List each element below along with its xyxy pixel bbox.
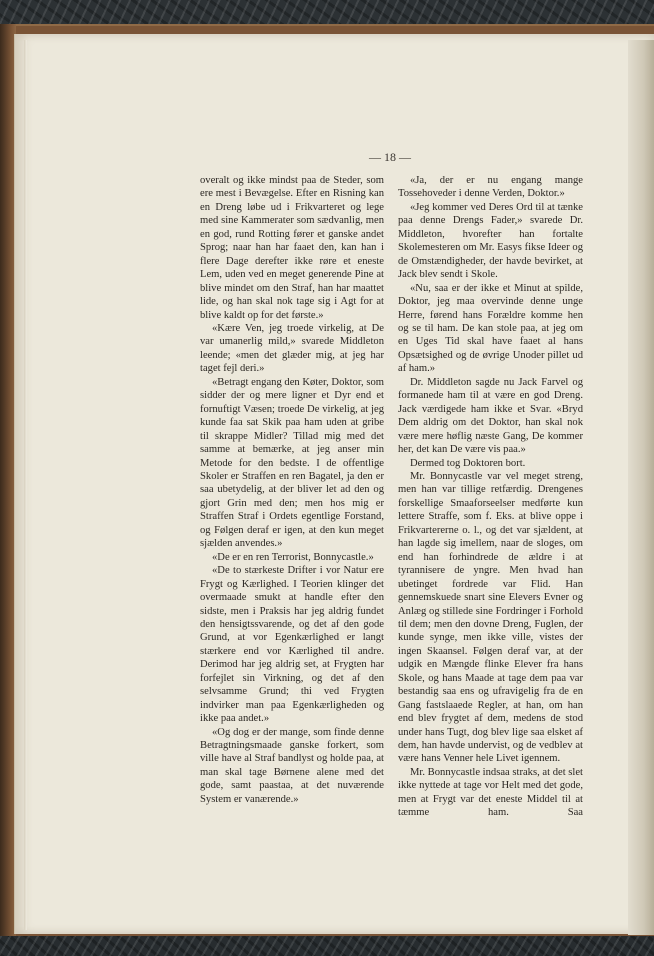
paragraph: Dr. Middleton sagde nu Jack Farvel og formanede ham til at være en god Dreng. Jack værdigede ham ikke et Svar. «Bryd Dem aldrig om det Doktor, han skal nok være mere høflig næste Gang, De kommer her, det kan De være vis paa.» (398, 376, 583, 456)
paragraph: «Betragt engang den Køter, Doktor, som sidder der og mere ligner et Dyr end et fornuftigt Væsen; troede De virkelig, at jeg kunde faa sat Skik paa ham uden at gribe til skrappe Midler? Tillad mig med det samme at bemærke, at jeg anser min Metode for den bedste. I de offentlige Skoler er Straffen en ren Bagatel, ja den er saa ubetydelig, at der bliver let ad den og gjort Grin med den; men hos mig er Straffen Straf i Ordets egentlige Forstand, og Følgen deraf er igen, at den kun meget sjælden anvendes.» (200, 376, 384, 550)
paragraph: «Og dog er der mange, som finde denne Betragtningsmaade ganske forkert, som ville have al Straf bandlyst og holde paa, at man skal tage Børnene alene med det gode, samt paastaa, at det nuværende System er vanærende.» (200, 726, 384, 805)
text-column-left (200, 174, 384, 806)
paragraph: «Jeg kommer ved Deres Ord til at tænke paa denne Drengs Fader,» svarede Dr. Middleton, hvorefter han fortalte Skolemesteren om Mr. Easys fikse Ideer og de Omstændigheder, der havde bevirket, at Jack blev sendt i Skole. (398, 201, 583, 281)
paragraph: «De to stærkeste Drifter i vor Natur ere Frygt og Kærlighed. I Teorien klinger det overmaade smukt at handle efter den sidste, men i Praksis har jeg aldrig fundet den hensigtssvarende, og det af den gode Grund, at vor Egenkærlighed er langt stærkere end vor Kærlighed til andre. Derimod har jeg aldrig set, at Frygten har forfejlet sin Virkning, og det af den selvsamme Grund; thi ved Frygten indvirker man paa Egenkærligheden og ikke paa andet.» (200, 565, 384, 725)
text-column-right (398, 174, 583, 820)
paragraph: Mr. Bonnycastle indsaa straks, at det slet ikke nyttede at tage vor Helt med det gode, men at Frygt var det eneste Middel til at tæmme ham. Saa (398, 766, 583, 819)
paragraph: Mr. Bonnycastle var vel meget streng, men han var tillige retfærdig. Drengenes forskellige Smaaforseelser medførte kun lettere Straffe, som f. Eks. at blive oppe i Frikvartererne o. l., og det var sjældent, at han lagde sig imellem, naar de sloges, om end han forhindrede de ældre i at tyrannisere de yngre. Men hvad han ubetinget fordrede var Flid. Han gennemskuede snart sine Elevers Evner og Anlæg og stillede sine Fordringer i Forhold til dem; men den dovne Dreng, Fuglen, der kunde synge, men ikke ville, vistes der ingen Skaansel. Følgen deraf var, at der udgik en Mængde flinke Elever fra hans Skole, og hans Maade at tage dem paa var bestandig saa ens og ufravigelig fra de en Gang fastslaaede Regler, at han, om han end blev frygtet af dem, medens de stod under hans Tugt, dog blev lige saa elsket af dem, han havde undervist, og de vedblev at være hans Venner hele Livet igennem. (398, 470, 583, 765)
paragraph: Dermed tog Doktoren bort. (410, 457, 526, 469)
marbled-cover-bottom (0, 936, 654, 956)
paragraph: «Kære Ven, jeg troede virkelig, at De var umanerlig mild,» svarede Middleton leende; «men det glæder mig, at jeg har taget fejl deri.» (200, 322, 384, 375)
page-gutter-edge (24, 40, 27, 930)
paragraph: «Nu, saa er der ikke et Minut at spilde, Doktor, jeg maa overvinde denne unge Herre, førend hans Forældre komme hen og se til ham. De kan stole paa, at jeg om en Uges Tid skal have faaet al hans Opsætsighed og de øvrige Unoder pillet ud af ham.» (398, 282, 583, 375)
page-stack-edge (628, 40, 654, 935)
paragraph: «Ja, der er nu engang mange Tossehoveder i denne Verden, Doktor.» (398, 175, 583, 200)
page-number: — 18 — (369, 150, 411, 164)
paragraph: overalt og ikke mindst paa de Steder, som ere mest i Bevægelse. Efter en Risning kan en Dreng løbe ud i Frikvarteret og lege med sine Kammerater som sædvanlig, men en god, rund Rotting fører et ganske andet Sprog; naar han har faaet den, kan han i flere Dage derefter ikke røre et eneste Lem, uden ved en meget generende Pine at blive mindet om den Straf, han har maattet lide, og han skal nok tage sig i Agt for at blive kaldt op for det første.» (200, 175, 384, 321)
paragraph: «De er en ren Terrorist, Bonnycastle.» (212, 551, 374, 563)
